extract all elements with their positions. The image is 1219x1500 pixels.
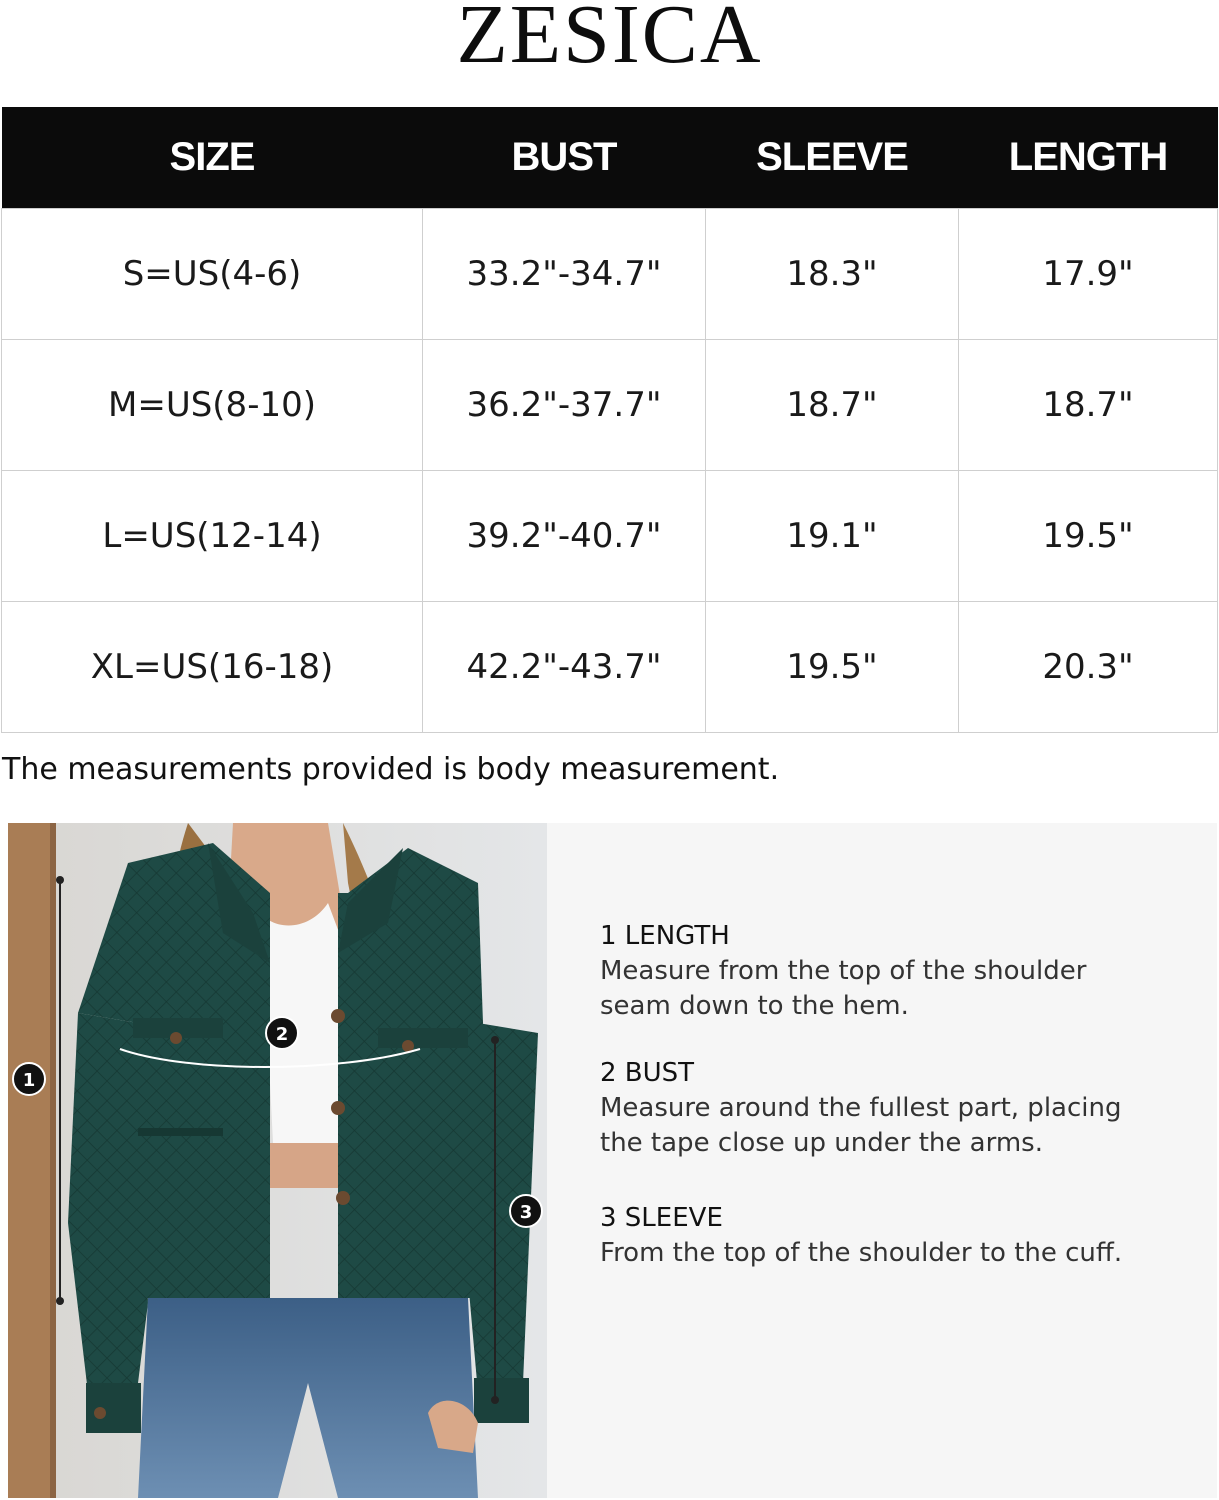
guide-bust-desc-line1: Measure around the fullest part, placing	[600, 1093, 1122, 1123]
cell-bust: 42.2"-43.7"	[423, 601, 706, 732]
table-row	[2, 339, 1218, 470]
brand-logo: ZESICA	[456, 0, 763, 81]
header-bust: BUST	[423, 107, 706, 208]
cell-bust: 36.2"-37.7"	[423, 339, 706, 470]
cell-sleeve: 18.3"	[706, 208, 959, 339]
guide-sleeve-title: 3 SLEEVE	[600, 1203, 723, 1233]
model-photo	[8, 823, 547, 1498]
cell-size: S=US(4-6)	[2, 208, 423, 339]
size-chart-table	[1, 107, 1218, 733]
header-sleeve: SLEEVE	[706, 107, 959, 208]
svg-text:1: 1	[22, 1070, 36, 1091]
header-size: SIZE	[2, 107, 423, 208]
cell-size: L=US(12-14)	[2, 470, 423, 601]
guide-length-desc-line2: seam down to the hem.	[600, 991, 909, 1021]
wood-door-frame	[8, 823, 50, 1498]
guide-length	[600, 918, 1200, 1024]
guide-bust	[600, 1055, 1200, 1161]
header-length: LENGTH	[959, 107, 1218, 208]
cell-size: M=US(8-10)	[2, 339, 423, 470]
table-header-row	[2, 107, 1218, 208]
table-row	[2, 208, 1218, 339]
cell-length: 17.9"	[959, 208, 1218, 339]
cell-sleeve: 18.7"	[706, 339, 959, 470]
svg-text:2: 2	[275, 1024, 289, 1045]
guide-length-desc-line1: Measure from the top of the shoulder	[600, 956, 1087, 986]
marker-length-icon	[13, 1063, 45, 1095]
table-row	[2, 601, 1218, 732]
marker-bust-icon	[266, 1017, 298, 1049]
svg-text:3: 3	[519, 1202, 533, 1223]
guide-bust-title: 2 BUST	[600, 1058, 695, 1088]
cell-length: 19.5"	[959, 470, 1218, 601]
cell-length: 20.3"	[959, 601, 1218, 732]
cell-bust: 39.2"-40.7"	[423, 470, 706, 601]
guide-bust-desc-line2: the tape close up under the arms.	[600, 1128, 1043, 1158]
guide-sleeve	[600, 1200, 1200, 1271]
guide-length-title: 1 LENGTH	[600, 921, 730, 951]
cell-sleeve: 19.1"	[706, 470, 959, 601]
marker-sleeve-icon	[510, 1195, 542, 1227]
cell-size: XL=US(16-18)	[2, 601, 423, 732]
measurement-note: The measurements provided is body measurement.	[2, 752, 780, 787]
cell-bust: 33.2"-34.7"	[423, 208, 706, 339]
table-row	[2, 470, 1218, 601]
cell-sleeve: 19.5"	[706, 601, 959, 732]
guide-sleeve-desc-line1: From the top of the shoulder to the cuff.	[600, 1238, 1123, 1268]
cell-length: 18.7"	[959, 339, 1218, 470]
